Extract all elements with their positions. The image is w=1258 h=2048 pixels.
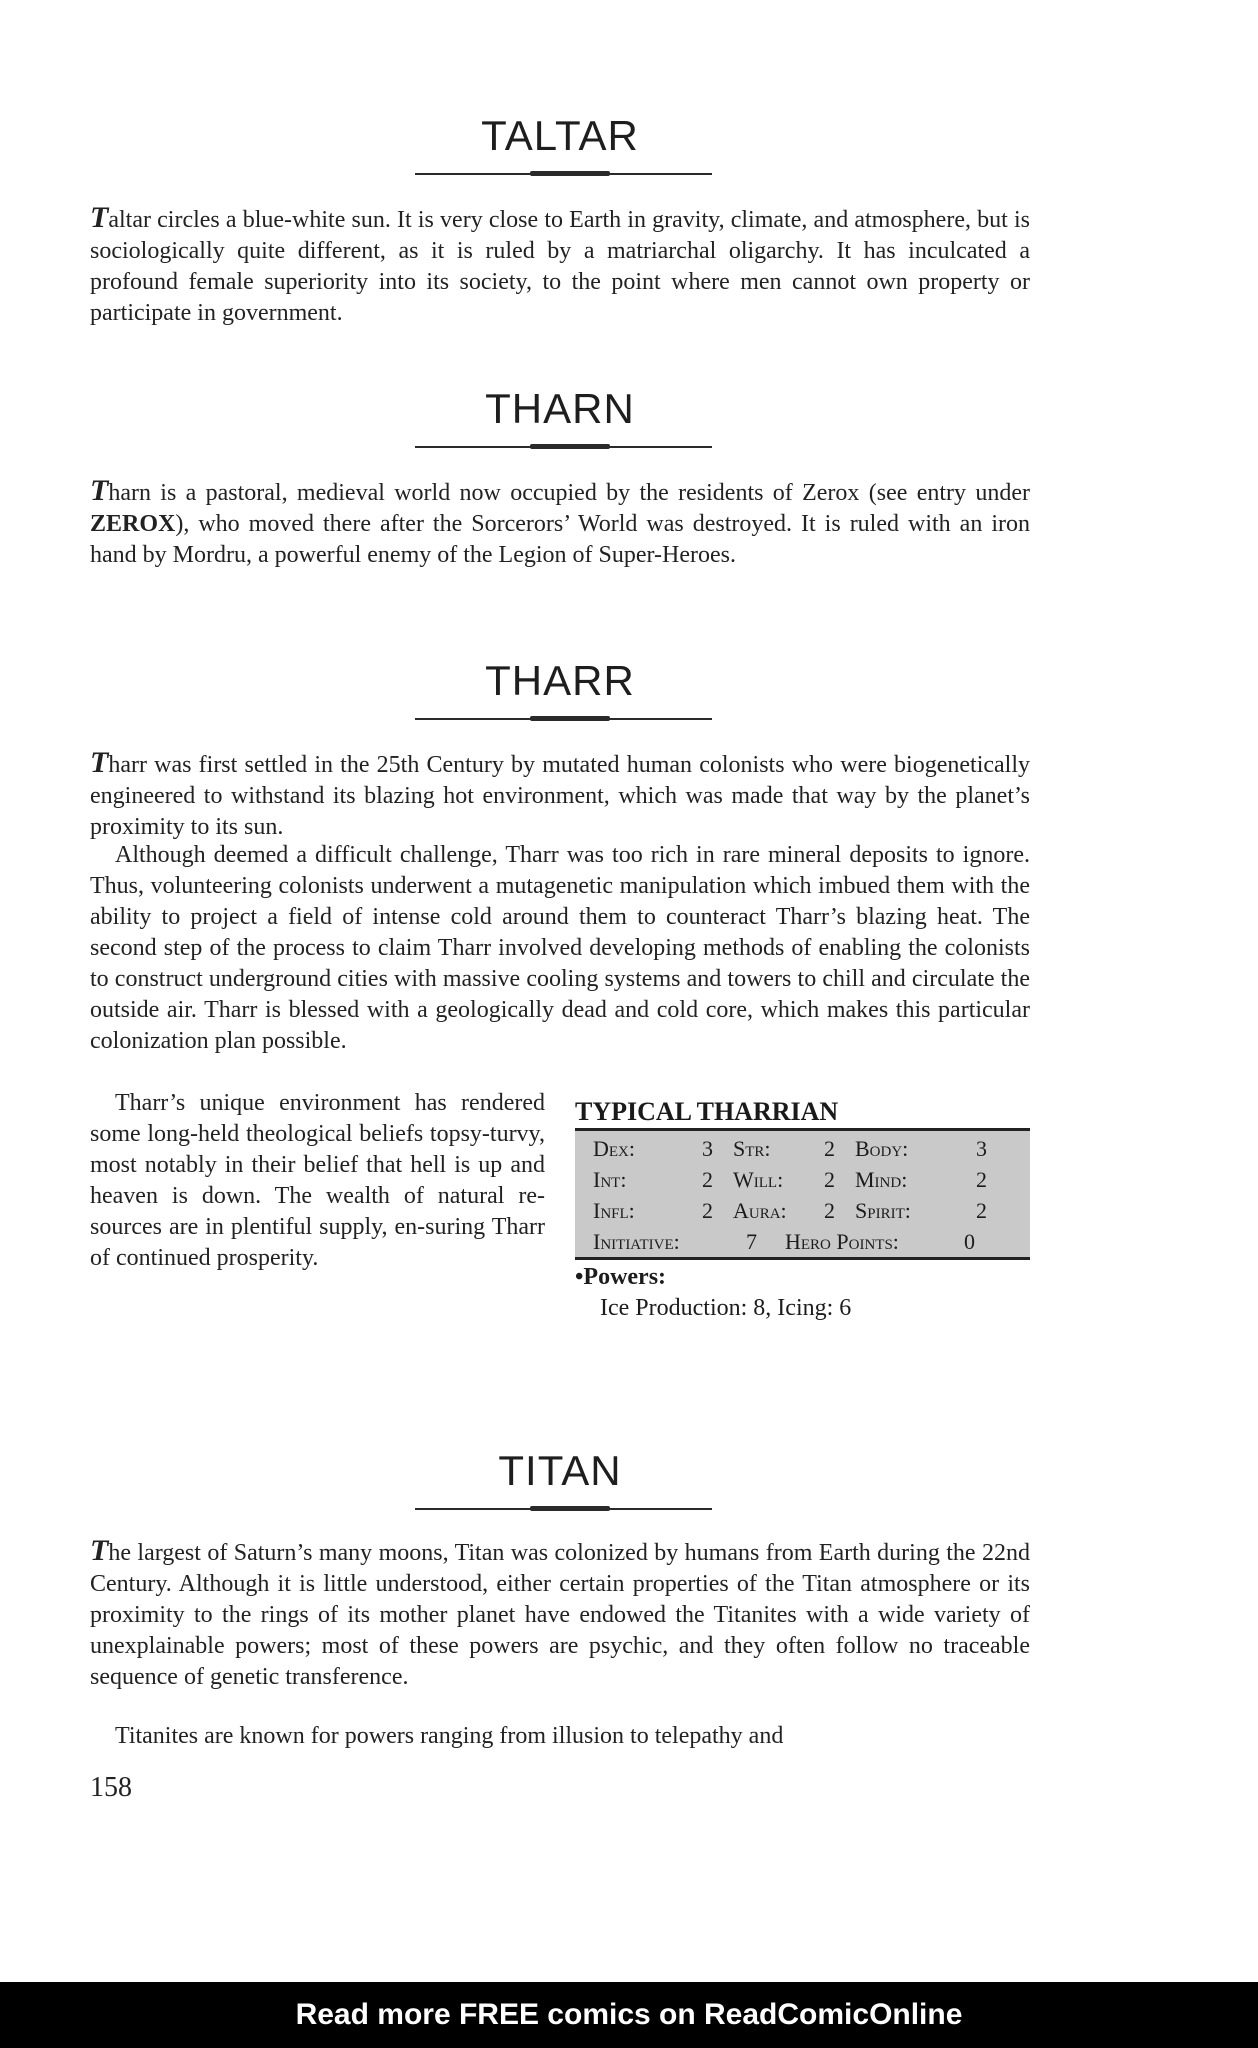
drop-cap: T bbox=[90, 474, 109, 507]
taltar-text: altar circles a blue-white sun. It is very close to Earth in gravity, climate, and atmosphere, but is sociologically quite different, as it is ruled by a matriarchal oligarchy. It has inculcated a profound female superiority into its society, to the point where men cannot own property or participate in government. bbox=[90, 207, 1030, 326]
hero-points-value: 0 bbox=[964, 1228, 975, 1254]
stat-label: Will: bbox=[733, 1166, 784, 1192]
taltar-paragraph bbox=[90, 202, 1030, 329]
stat-label: Spirit: bbox=[855, 1197, 911, 1223]
stat-value: 2 bbox=[824, 1197, 835, 1223]
section-divider bbox=[415, 446, 712, 448]
stat-value: 2 bbox=[702, 1166, 713, 1192]
stat-row bbox=[575, 1164, 1030, 1195]
tharr-paragraph-2: Although deemed a difficult challenge, Tharr was too rich in rare mineral deposits to ignore. Thus, volunteering colonists underwent a mutagenetic manipulation which imbued them with the ability to project a field of intense cold around them to counteract Tharr’s blazing heat. The second step of the process to claim Tharr involved developing methods of enabling the colonists to construct underground cities with massive cooling systems and towers to chill and circulate the outside air. Tharr is blessed with a geologically dead and cold core, which makes this particular colonization plan possible. bbox=[90, 842, 1030, 1054]
stat-label: Int: bbox=[593, 1166, 627, 1192]
section-divider bbox=[415, 173, 712, 175]
stat-row bbox=[575, 1133, 1030, 1164]
tharn-text-b: ), who moved there after the Sorcerors’ World was destroyed. It is ruled with an iron hand by Mordru, a powerful enemy of the Legion of Super-Heroes. bbox=[90, 511, 1030, 568]
section-title-tharr: THARR bbox=[485, 657, 635, 704]
section-divider bbox=[415, 1508, 712, 1510]
stat-label: Aura: bbox=[733, 1197, 787, 1223]
initiative-value: 7 bbox=[746, 1228, 757, 1254]
stat-label: Str: bbox=[733, 1135, 771, 1161]
stat-value: 2 bbox=[976, 1197, 987, 1223]
initiative-label: Initiative: bbox=[593, 1228, 680, 1254]
zerox-reference: ZEROX bbox=[90, 511, 176, 537]
footer-link-text[interactable]: Read more FREE comics on ReadComicOnline bbox=[295, 1998, 963, 2031]
powers-heading: •Powers: bbox=[575, 1264, 667, 1290]
stat-label: Infl: bbox=[593, 1197, 635, 1223]
tharr-paragraph-3: Tharr’s unique environment has rendered some long-held theological beliefs topsy-turvy, most notably in their belief that hell is up and heaven is down. The wealth of natural re-sources are in plentiful supply, en-suring Tharr of continued prosperity. bbox=[90, 1090, 545, 1271]
titan-text-1: he largest of Saturn’s many moons, Titan was colonized by humans from Earth during the 22nd Century. Although it is little understood, either certain properties of the Titan atmosphere or its proximity to the rings of its mother planet have endowed the Titanites with a wide variety of unexplainable powers; most of these powers are psychic, and they often follow no traceable sequence of genetic transference. bbox=[90, 1540, 1030, 1690]
stat-row bbox=[575, 1195, 1030, 1226]
stat-block bbox=[575, 1096, 1030, 1324]
section-divider bbox=[415, 718, 712, 720]
drop-cap: T bbox=[90, 746, 109, 779]
powers-list: Ice Production: 8, Icing: 6 bbox=[600, 1295, 852, 1321]
drop-cap: T bbox=[90, 1534, 109, 1567]
stat-block-title: TYPICAL THARRIAN bbox=[575, 1096, 1030, 1131]
stat-label: Body: bbox=[855, 1135, 909, 1161]
tharn-paragraph bbox=[90, 475, 1030, 571]
section-title-titan: TITAN bbox=[498, 1447, 622, 1494]
tharr-paragraph-1 bbox=[90, 747, 1030, 843]
stat-value: 2 bbox=[702, 1197, 713, 1223]
stat-value: 2 bbox=[976, 1166, 987, 1192]
drop-cap: T bbox=[90, 201, 109, 234]
stat-label: Mind: bbox=[855, 1166, 908, 1192]
stat-value: 3 bbox=[702, 1135, 713, 1161]
stat-row-initiative bbox=[575, 1226, 1030, 1257]
stat-value: 3 bbox=[976, 1135, 987, 1161]
titan-paragraph-1 bbox=[90, 1535, 1030, 1693]
titan-paragraph-2: Titanites are known for powers ranging from illusion to telepathy and bbox=[115, 1723, 784, 1749]
section-title-tharn: THARN bbox=[485, 385, 635, 432]
stat-value: 2 bbox=[824, 1135, 835, 1161]
stat-value: 2 bbox=[824, 1166, 835, 1192]
stat-label: Dex: bbox=[593, 1135, 635, 1161]
footer-banner[interactable] bbox=[0, 1982, 1258, 2048]
tharr-text-1: harr was first settled in the 25th Century by mutated human colonists who were biogenetically engineered to withstand its blazing hot environment, which was made that way by the planet’s proximity to its sun. bbox=[90, 752, 1030, 840]
hero-points-label: Hero Points: bbox=[785, 1228, 899, 1254]
section-title-taltar: TALTAR bbox=[481, 112, 639, 159]
tharn-text-a: harn is a pastoral, medieval world now occupied by the residents of Zerox (see entry under bbox=[108, 480, 1030, 506]
stat-table bbox=[575, 1131, 1030, 1260]
page-number: 158 bbox=[90, 1772, 132, 1803]
